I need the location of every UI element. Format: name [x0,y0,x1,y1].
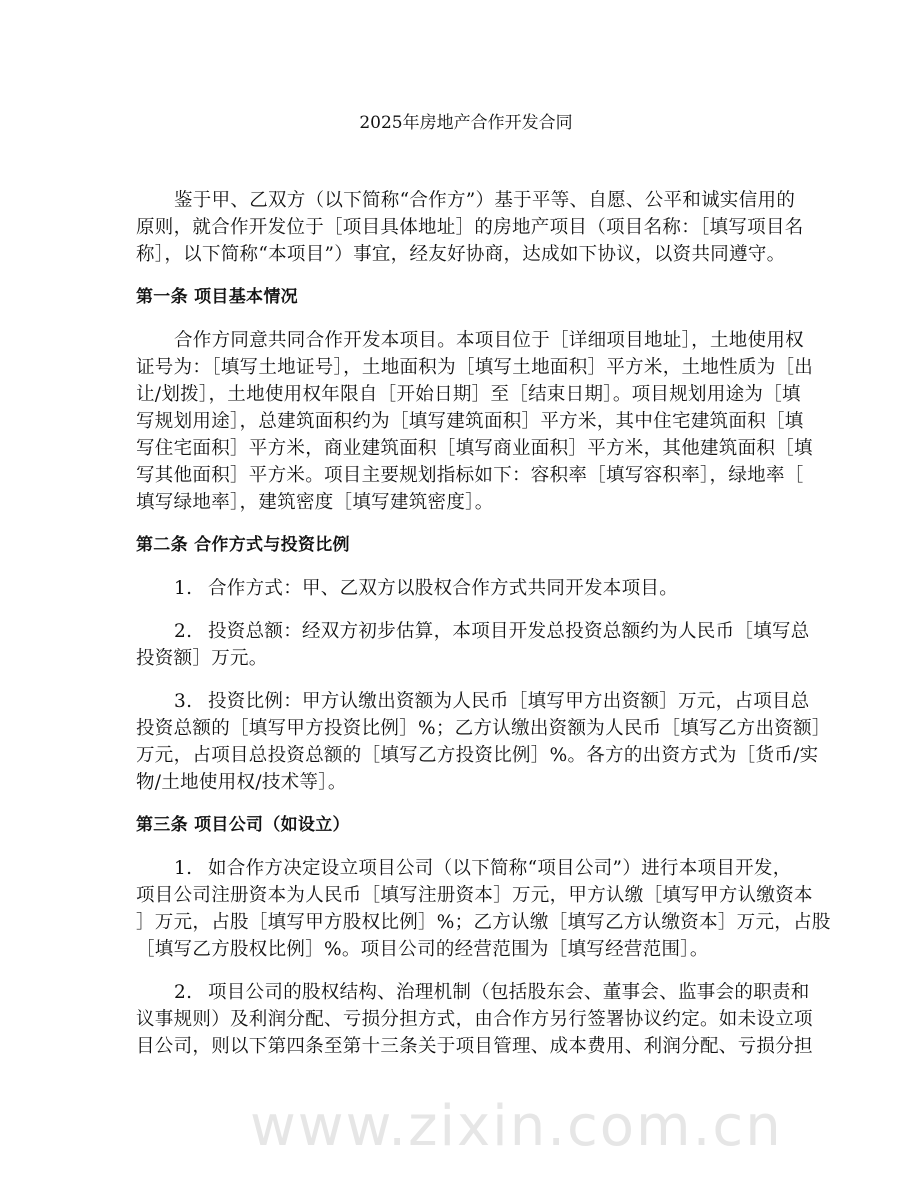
text-line: 第一条 项目基本情况 [136,287,298,307]
text-line [136,688,810,715]
clause-text: 投资总额：经双方初步估算，本项目开发总投资总额约为人民币［填写总 [208,621,810,642]
clause-text: 项目公司的股权结构、治理机制（包括股东会、董事会、监事会的职责和 [208,982,810,1003]
numbered-clause [136,855,831,963]
text-line [136,618,810,645]
paragraph [136,187,804,268]
text-line: ［填写乙方股权比例］%。项目公司的经营范围为［填写经营范围］。 [136,939,709,960]
text-line: 写住宅面积］平方米，商业建筑面积［填写商业面积］平方米，其他建筑面积［填 [136,438,813,459]
clause-text: 如合作方决定设立项目公司（以下简称“项目公司”）进行本项目开发， [208,858,792,879]
text-line: 物/土地使用权/技术等］。 [136,772,347,793]
text-line: 万元，占项目总投资总额的［填写乙方投资比例］%。各方的出资方式为［货币/实 [136,745,819,766]
text-line: 原则，就合作开发位于［项目具体地址］的房地产项目（项目名称：［填写项目名 [136,217,804,238]
text-line: 目公司，则以下第四条至第十三条关于项目管理、成本费用、利润分配、亏损分担 [136,1036,813,1057]
text-line: 第二条 合作方式与投资比例 [136,535,350,555]
section-heading [136,812,796,839]
clause-text: 合作方式：甲、乙双方以股权合作方式共同开发本项目。 [208,578,679,599]
text-line: 合作方同意共同合作开发本项目。本项目位于［详细项目地址］，土地使用权 [174,330,804,351]
text-line: 证号为：［填写土地证号］，土地面积为［填写土地面积］平方米，土地性质为［出 [136,357,814,378]
text-line [136,979,810,1006]
text-line: 写其他面积］平方米。项目主要规划指标如下：容积率［填写容积率］，绿地率［ [136,465,804,486]
clause-number: 2. [174,621,193,642]
watermark: www.zixin.com.cn [250,1094,783,1159]
numbered-clause [136,979,813,1060]
document-body [136,187,831,1060]
text-line: 投资额］万元。 [136,648,268,669]
text-line [136,575,796,602]
clause-number: 2. [174,982,193,1003]
numbered-clause [136,575,796,602]
section-heading [136,532,796,559]
clause-number: 3. [174,691,193,712]
text-line: ］万元，占股［填写甲方股权比例］%；乙方认缴［填写乙方认缴资本］万元，占股 [136,912,831,933]
text-line: 填写绿地率］，建筑密度［填写建筑密度］。 [136,492,494,513]
clause-number: 1. [174,578,193,599]
document-title: 2025年房地产合作开发合同 [359,113,573,133]
document-page [136,110,831,1076]
text-line: 鉴于甲、乙双方（以下简称“合作方”）基于平等、自愿、公平和诚实信用的 [174,190,796,211]
text-line: 议事规则）及利润分配、亏损分担方式，由合作方另行签署协议约定。如未设立项 [136,1009,813,1030]
clause-text: 投资比例：甲方认缴出资额为人民币［填写甲方出资额］万元，占项目总 [208,691,810,712]
numbered-clause [136,688,831,796]
numbered-clause [136,618,810,672]
text-line: 称］，以下简称“本项目”）事宜，经友好协商，达成如下协议，以资共同遵守。 [136,244,786,265]
paragraph [136,327,814,516]
text-line: 投资总额的［填写甲方投资比例］%；乙方认缴出资额为人民币［填写乙方出资额］ [136,718,831,739]
text-line: 项目公司注册资本为人民币［填写注册资本］万元，甲方认缴［填写甲方认缴资本 [136,885,813,906]
clause-number: 1. [174,858,193,879]
section-heading [136,284,796,311]
text-line [136,855,796,882]
text-line: 第三条 项目公司（如设立） [136,815,350,835]
text-line: 让/划拨］，土地使用权年限自［开始日期］至［结束日期］。项目规划用途为［填 [136,384,801,405]
text-line: 写规划用途］，总建筑面积约为［填写建筑面积］平方米，其中住宅建筑面积［填 [136,411,804,432]
